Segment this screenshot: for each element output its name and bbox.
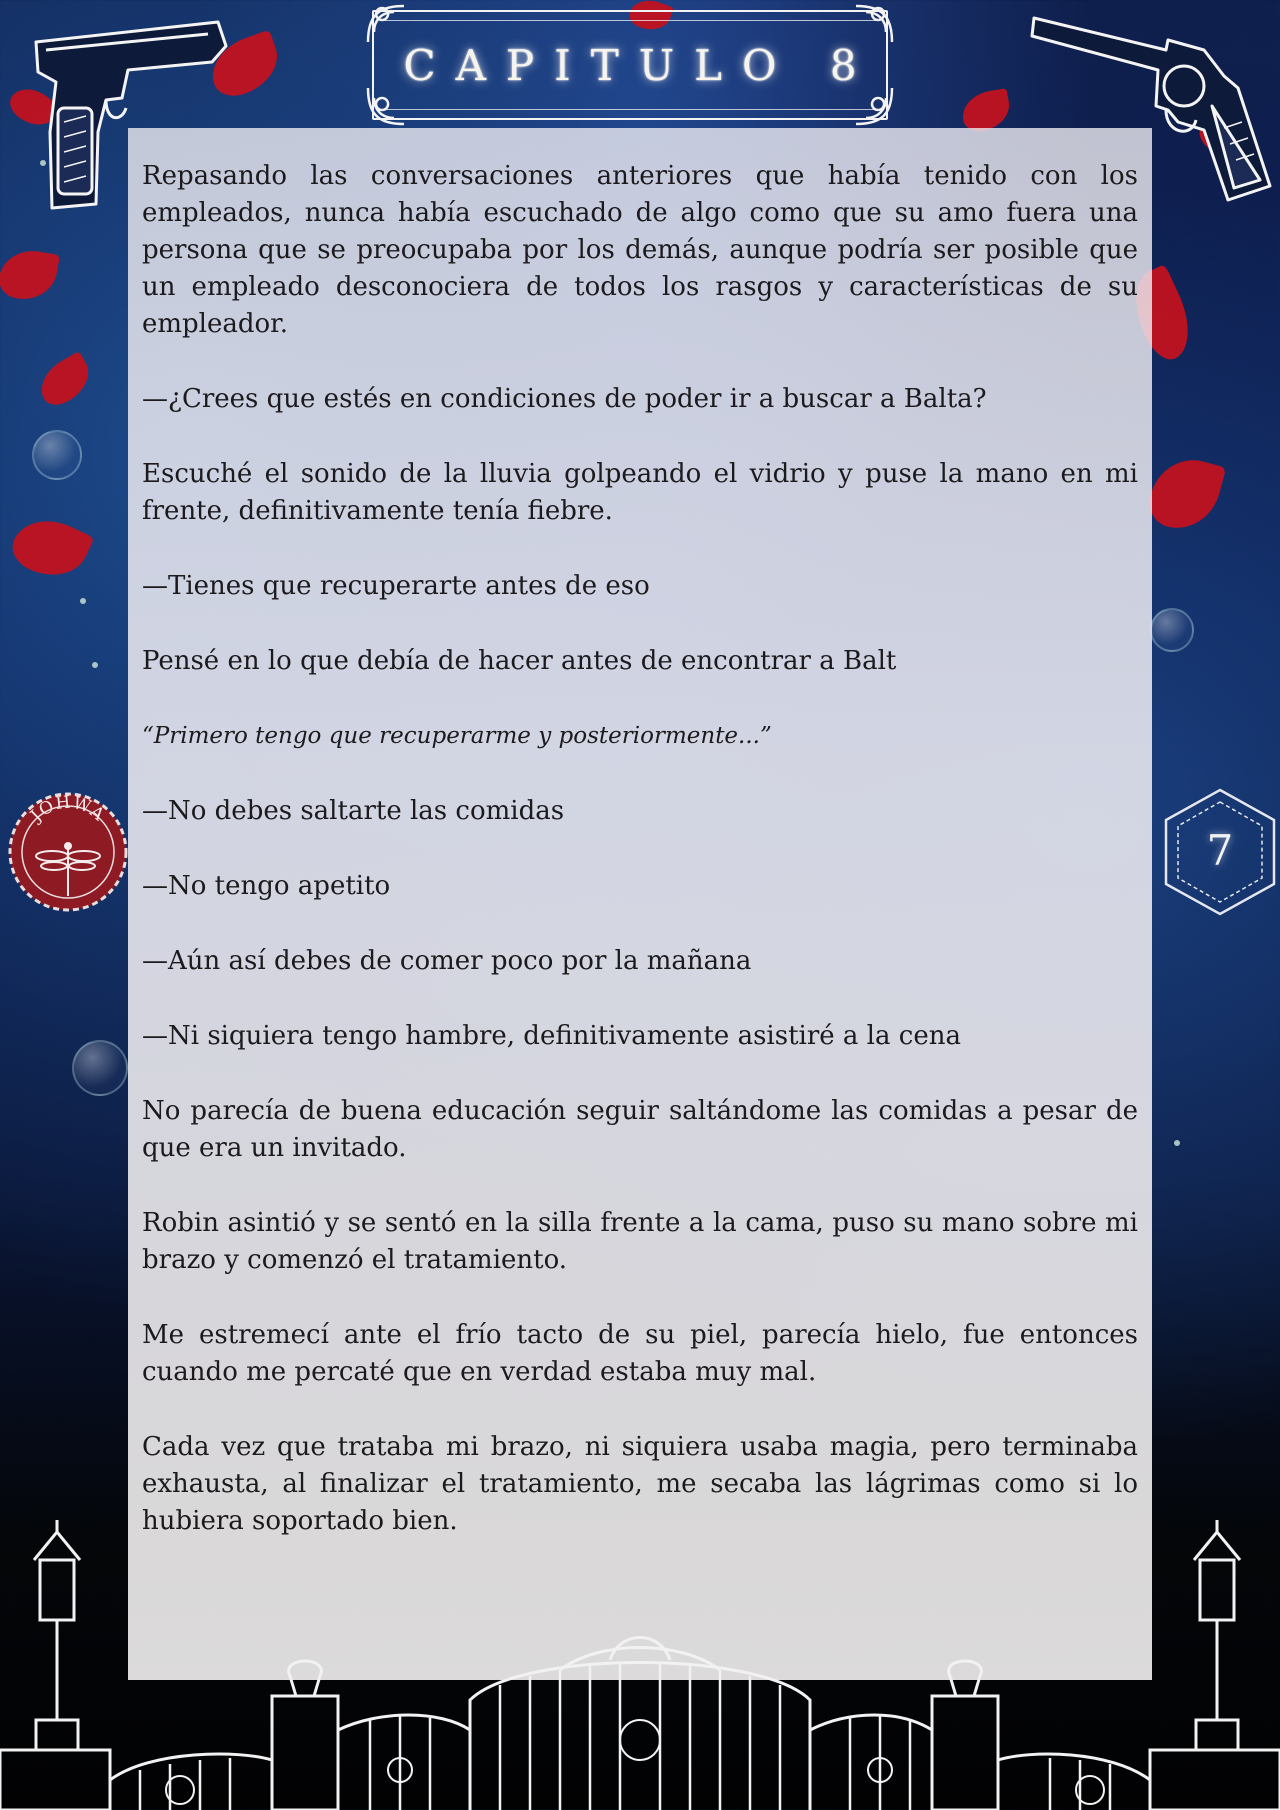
rose-petal <box>959 88 1013 134</box>
ornament-icon <box>852 2 896 46</box>
paragraph-thought: “Primero tengo que recuperarme y posteriormente...” <box>142 723 772 749</box>
sparkle <box>1174 1140 1180 1146</box>
gate-icon <box>0 1480 1280 1810</box>
water-droplet <box>32 430 82 480</box>
sparkle <box>80 598 86 604</box>
chapter-title: CAPITULO 8 <box>403 40 877 90</box>
paragraph: —No tengo apetito <box>142 871 391 901</box>
water-droplet <box>72 1040 128 1096</box>
paragraph: Robin asintió y se sentó en la silla frente a la cama, puso su mano sobre mi brazo y comenzó el tratamiento. <box>142 1208 1138 1275</box>
text-panel <box>128 128 1152 1680</box>
page-number: 7 <box>1206 826 1234 875</box>
paragraph: —Tienes que recuperarte antes de eso <box>142 571 650 601</box>
paragraph: —Ni siquiera tengo hambre, definitivamente asistiré a la cena <box>142 1021 961 1051</box>
rose-petal <box>6 507 95 588</box>
ornament-icon <box>852 84 896 128</box>
rose-petal <box>32 351 98 411</box>
paragraph: Cada vez que trataba mi brazo, ni siquiera usaba magia, pero terminaba exhausta, al finalizar el tratamiento, me secaba las lágrimas como si lo hubiera soportado bien. <box>142 1432 1138 1536</box>
paragraph: Escuché el sonido de la lluvia golpeando el vidrio y puse la mano en mi frente, definitivamente tenía fiebre. <box>142 459 1138 526</box>
ornament-icon <box>364 84 408 128</box>
rose-petal <box>0 246 60 305</box>
sparkle <box>92 662 98 668</box>
ornament-icon <box>364 2 408 46</box>
paragraph: No parecía de buena educación seguir saltándome las comidas a pesar de que era un invitado. <box>142 1096 1138 1163</box>
rose-petal <box>1144 451 1226 538</box>
chapter-header <box>372 10 888 120</box>
paragraph: Repasando las conversaciones anteriores que había tenido con los empleados, nunca había escuchado de algo como que su amo fuera una persona que se preocupaba por los demás, aunque podría ser posible que un empleado desconociera de todos los rasgos y características de su empleador. <box>142 161 1138 339</box>
paragraph: Pensé en lo que debía de hacer antes de encontrar a Balt <box>142 646 897 676</box>
paragraph: —Aún así debes de comer poco por la mañana <box>142 946 752 976</box>
water-droplet <box>1150 608 1194 652</box>
badge-label: JOHWA <box>26 792 109 826</box>
paragraph: —¿Crees que estés en condiciones de poder ir a buscar a Balta? <box>142 384 987 414</box>
paragraph: —No debes saltarte las comidas <box>142 796 565 826</box>
paragraph: Me estremecí ante el frío tacto de su piel, parecía hielo, fue entonces cuando me percaté que en verdad estaba muy mal. <box>142 1320 1138 1387</box>
johwa-badge <box>6 790 130 914</box>
